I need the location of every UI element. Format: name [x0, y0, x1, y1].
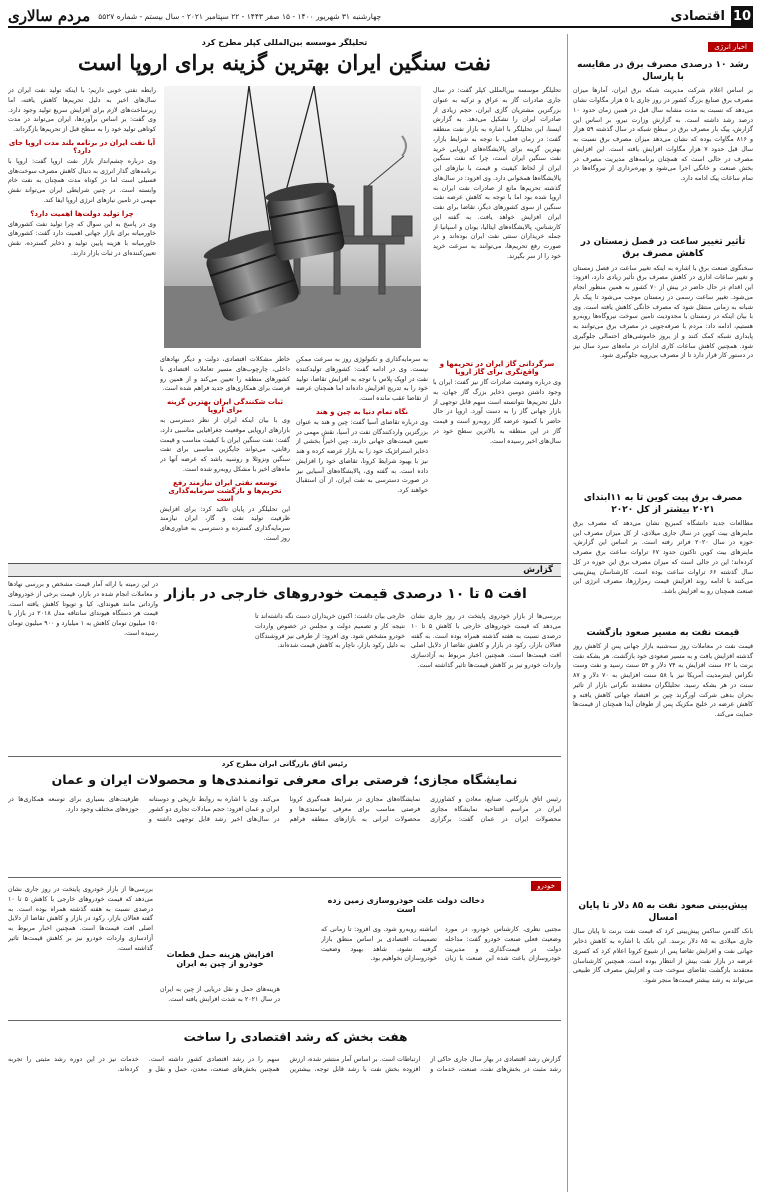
- story-subheading: آیا نفت ایران در برنامه بلند مدت اروپا جای دارد؟: [8, 138, 156, 155]
- car-news-body: مجتبی نظری، کارشناس خودرو، در مورد وضعیت فعلی صنعت خودرو گفت: مداخله دولت در قیمت‌گذاری و مدیریت خودروسازان باعث شده این صنعت با زیان انباشته روبه‌رو شود. وی افزود: تا زمانی که تصمیمات اقتصادی بر اساس منطق بازار گرفته نشود، شاهد بهبود وضعیت خودروسازان نخواهیم بود.: [321, 926, 561, 963]
- story-body: مطالعات جدید دانشگاه کمبریج نشان می‌دهد که مصرف برق ماینرهای بیت کوین در سال جاری میلادی، از کل میزان مصرف این حوزه در سال ۲۰۲۰ فراتر رفته است. بر اساس این گزارش، ماینرهای بیت کوین تاکنون حدود ۶۷ تراوات ساعت برق مصرف کرده‌اند؛ این در حالی است که میزان مصرف برق این حوزه در کل سال گذشته ۶۶ تراوات ساعت بوده است. کارشناسان پیش‌بینی می‌کنند با ادامه روند افزایش قیمت رمزارزها، مصرف انرژی این صنعت همچنان رو به افزایش باشد.: [573, 519, 753, 596]
- story-body: وی درباره چشم‌انداز بازار نفت اروپا گفت: اروپا با برنامه‌های گذار انرژی به دنبال کاهش مصرف سوخت‌های فسیلی است اما در کوتاه مدت همچنان به نفت خام وابسته است. در چنین شرایطی ایران می‌تواند نقش مهمی در تامین نیازهای انرژی اروپا ایفا کند.: [8, 157, 156, 204]
- main-kicker: تحلیلگر موسسه بین‌المللی کپلر مطرح کرد: [201, 38, 368, 47]
- report-body-1: بررسی‌ها از بازار خودروی پایتخت در روز جاری نشان می‌دهد که قیمت خودروهای خارجی با کاهش ۵ تا ۱۰ درصدی نسبت به هفته گذشته همراه بوده است. به گفته فعالان بازار، رکود در بازار و کاهش تقاضا از دلایل اصلی افت قیمت‌ها است. همچنین اخبار مربوط به آزادسازی واردات خودرو نیز بر کاهش قیمت‌ها تاثیر گذاشته است.: [411, 613, 561, 669]
- story-body: وی در پاسخ به این سوال که چرا تولید نفت کشورهای خاورمیانه برای بازار جهانی اهمیت دارد گفت: کشورهای خاورمیانه با هزینه پایین تولید و ذخایر گسترده، نقش تعیین‌کننده‌ای در ثبات بازار دارند.: [8, 220, 156, 257]
- newspaper-logo: مردم سالاری: [8, 7, 91, 25]
- story-body: این تحلیلگر در پایان تاکید کرد: برای افزایش ظرفیت تولید نفت و گاز، ایران نیازمند سرمایه‌گذاری گسترده و دسترسی به فناوری‌های روز است.: [160, 505, 290, 542]
- exhibition-kicker: رئیس اتاق بازرگانی ایران مطرح کرد: [221, 760, 348, 768]
- exhibition-body: رئیس اتاق بازرگانی، صنایع، معادن و کشاورزی ایران در مراسم افتتاحیه نمایشگاه مجازی محصولات ایران در عمان گفت: برگزاری نمایشگاه‌های مجازی در شرایط همه‌گیری کرونا فرصتی مناسب برای معرفی توانمندی‌ها و محصولات ایرانی به بازارهای منطقه فراهم می‌کند. وی با اشاره به روابط تاریخی و دوستانه ایران و عمان افزود: حجم مبادلات تجاری دو کشور در سال‌های اخیر رشد قابل توجهی داشته و ظرفیت‌های بسیاری برای توسعه همکاری‌ها در حوزه‌های مختلف وجود دارد.: [8, 796, 561, 823]
- page-number: 10: [731, 6, 753, 26]
- story-subheading: ثبات شکنندگی ایران بهترین گزینه برای اروپا: [166, 398, 284, 414]
- story-title: تأثیر تغییر ساعت در فصل زمستان در کاهش مصرف برق: [580, 237, 746, 260]
- car-news-side-body: بررسی‌ها از بازار خودروی پایتخت در روز جاری نشان می‌دهد که قیمت خودروهای خارجی با کاهش ۵ تا ۱۰ درصدی نسبت به هفته گذشته همراه بوده است. به گفته فعالان بازار، رکود در بازار و کاهش تقاضا از دلایل اصلی افت قیمت‌ها است. همچنین اخبار مربوط به آزادسازی واردات خودرو نیز بر کاهش قیمت‌ها تاثیر گذاشته است.: [8, 886, 153, 952]
- divider: [8, 877, 561, 878]
- report-title: افت ۵ تا ۱۰ درصدی قیمت خودروهای خارجی در بازار: [164, 586, 527, 602]
- story-subheading: نگاه تمام دنیا به چین و هند: [315, 407, 409, 416]
- story-subheading: توسعه نفتی ایران نیازمند رفع تحریم‌ها و بازگشت سرمایه‌گذاری است: [168, 478, 282, 503]
- car-parts-title: افزایش هزینه حمل قطعات خودرو از چین به ایران: [166, 950, 274, 968]
- story-subheading: سرگردانی گاز ایران در تحریمها و واقع‌نگری برای گاز اروپا: [439, 360, 555, 376]
- story-body: وی درباره وضعیت صادرات گاز نیز گفت: ایران با وجود داشتن دومین ذخایر بزرگ گاز جهان، به دلیل تحریم‌ها نتوانسته است سهم قابل توجهی از بازار جهانی گاز را به دست آورد. اروپا در حال حاضر با کمبود عرضه گاز روبه‌رو است و قیمت گاز در این منطقه به بالاترین سطح خود در سال‌های اخیر رسیده است.: [433, 379, 561, 445]
- story-body: بانک گلدمن ساکس پیش‌بینی کرد که قیمت نفت برنت تا پایان سال جاری میلادی به ۸۵ دلار برسد. این بانک با اشاره به کاهش ذخایر جهانی نفت و افزایش تقاضا پس از شیوع کرونا اعلام کرد که کسری عرضه در بازار نفت بیش از انتظار بوده است. همچنین کارشناسان معتقدند بازگشت تقاضای سوخت جت و افزایش مصرف گاز طبیعی می‌تواند به رشد بیشتر قیمت‌ها منجر شود.: [573, 928, 753, 985]
- page-header: [8, 6, 753, 28]
- main-story-column-2: [296, 355, 428, 555]
- section-tag: اخبار انرژی: [708, 42, 753, 52]
- report-body-2: خارجی بیان داشت: اکنون خریداران دست نگه داشته‌اند تا نتیجه کار و تصمیم دولت و مجلس در خصوص واردات خودرو مشخص شود. وی افزود: از طرفی نیز فروشندگان به دلیل رکود بازار، ناچار به کاهش قیمت شده‌اند.: [255, 613, 405, 650]
- story-body: وی درباره تقاضای آسیا گفت: چین و هند به عنوان بزرگترین واردکنندگان نفت در آسیا، نقش مهمی در تعیین قیمت‌های جهانی دارند. چین اخیراً بخشی از ذخایر استراتژیک خود را به بازار عرضه کرده و هند نیز با بهبود شرایط کرونا، تقاضای خود را افزایش داده است. به گفته وی، پالایشگاه‌های آسیایی نیز در صورت دسترسی به نفت ایران، از آن استقبال خواهند کرد.: [296, 418, 428, 494]
- car-parts-body: هزینه‌های حمل و نقل دریایی از چین به ایران در سال ۲۰۲۱ به شدت افزایش یافته است.: [160, 986, 280, 1003]
- story-body: سخنگوی صنعت برق با اشاره به اینکه تغییر ساعت در فصل زمستان و تغییر ساعات اداری در کاهش مصرف برق تأثیر زیادی دارد، افزود: این اقدام در حال حاضر در بیش از ۷۰ کشور به همین منظور انجام می‌شود. تغییر ساعت رسمی در زمستان موجب می‌شود تا پیک بار شبانه به زمانی منتقل شود که مصرف خانگی کاهش یافته است. وی با بیان اینکه در زمستان با محدودیت تامین سوخت نیروگاه‌ها روبه‌رو هستیم، ادامه داد: مردم با صرفه‌جویی در مصرف برق می‌توانند به پایداری شبکه کمک کنند و از بروز خاموشی‌های احتمالی جلوگیری شود. همچنین کاهش ساعات کاری ادارات در ماه‌های سرد سال نیز در دستور کار قرار دارد تا از مصرف بی‌رویه جلوگیری شود.: [573, 264, 753, 360]
- main-story-column-4: [8, 86, 156, 556]
- story-body: خاطر مشکلات اقتصادی، دولت و دیگر نهادهای داخلی، چارچوب‌های مسیر تعاملات اقتصادی با کشورهای منطقه را تعیین می‌کند و از همین رو فرصت برای همکاری‌های جدید فراهم شده است.: [160, 356, 290, 393]
- oil-barrels-photo: [164, 86, 421, 348]
- dateline: چهارشنبه ۳۱ شهریور ۱۴۰۰ - ۱۵ صفر ۱۴۴۳ - ۲۲ سپتامبر ۲۰۲۱ - سال بیستم - شماره ۵۵۲۷: [98, 11, 382, 21]
- car-news-title: دخالت دولت علت خودروسازی زمین زده است: [327, 896, 485, 914]
- growth-title: هفت بخش که رشد اقتصادی را ساخت: [183, 1030, 408, 1044]
- main-headline: نفت سنگین ایران بهترین گزینه برای اروپا است: [77, 50, 492, 75]
- exhibition-title: نمایشگاه مجازی؛ فرصتی برای معرفی توانمندی‌ها و محصولات ایران و عمان: [51, 772, 518, 787]
- story-body: رابطه نفتی خوبی داریم؛ با اینکه تولید نفت ایران در سال‌های اخیر به دلیل تحریم‌ها کاهش یافته، اما زیرساخت‌های لازم برای افزایش سریع تولید وجود دارد. وی گفت: بر اساس برآوردها، ایران می‌تواند در مدت کوتاهی تولید خود را به سطح قبل از تحریم‌ها بازگرداند.: [8, 87, 156, 133]
- car-news-tag: خودرو: [531, 881, 561, 891]
- growth-body: گزارش رشد اقتصادی در بهار سال جاری حاکی از رشد مثبت در بخش‌های نفت، صنعت، خدمات و ارتباطات است. بر اساس آمار منتشر شده، ارزش افزوده بخش نفت با رشد قابل توجه، بیشترین سهم را در رشد اقتصادی کشور داشته است. همچنین بخش‌های صنعت، معدن، حمل و نقل و خدمات نیز در این دوره رشد مثبتی را تجربه کرده‌اند.: [8, 1056, 561, 1073]
- story-body: تحلیلگر موسسه بین‌المللی کپلر گفت: در سال جاری صادرات گاز به عراق و ترکیه به عنوان بزرگترین مشتریان گازی ایران، حجم زیادی از صادرات ایران را تشکیل می‌دهد. به گزارش ایسنا، این تحلیلگر با اشاره به بازار نفت منطقه گفت: در زمان فعلی، با توجه به شرایط بازار، بهترین گزینه برای پالایشگاه‌های اروپایی خرید نفت سنگین ایران است، چرا که نفت سنگین ایران از لحاظ کیفیت و قیمت با نیازهای این پالایشگاه‌ها همخوانی دارد. وی افزود: در سال‌های گذشته تحریم‌ها مانع از صادرات نفت ایران به اروپا شده بود اما با توجه به کاهش عرضه نفت سنگین از سوی کشورهای دیگر، تقاضا برای نفت ایران افزایش خواهد یافت. به گفته این کارشناس، پالایشگاه‌های ایتالیا، یونان و اسپانیا از جمله خریداران سنتی نفت ایران بوده‌اند و در صورت رفع تحریم‌ها، می‌توانند به سرعت خرید خود را از سر بگیرند.: [433, 87, 561, 260]
- main-story-column-1: [433, 86, 561, 556]
- page-number-box: [670, 6, 753, 26]
- divider: [8, 756, 561, 757]
- report-label: گزارش: [523, 565, 553, 575]
- divider: [8, 1020, 561, 1021]
- section-name: اقتصادی: [670, 8, 725, 24]
- report-body-3: در این زمینه با ارائه آمار قیمت مشخص و بررسی نهادها و معاملات انجام شده در بازار، قیمت برخی از خودروهای وارداتی مانند هیوندای، کیا و تویوتا کاهش یافته است. قیمت هر دستگاه هیوندای سانتافه مدل ۲۰۱۸ در بازار با ۱۵۰ میلیون تومان کاهش به ۱ میلیارد و ۹۰۰ میلیون تومان رسیده است.: [8, 581, 158, 637]
- story-body: بر اساس اعلام شرکت مدیریت شبکه برق ایران، آمارها میزان مصرف برق صنایع بزرگ کشور در روز جاری با ۵ هزار مگاوات نشان می‌دهد که نسبت به مدت مشابه سال قبل در همین زمان حدود ۱۰ درصد رشد داشته است. به گزارش وزارت نیرو، بر اساس این گزارش، پیک بار مصرف برق در سطح شبکه در سال گذشته ۵۹ هزار و ۸۱۶ مگاوات بوده که نشان می‌دهد میزان مصرف برق نسبت به سال قبل حدود ۷ هزار مگاوات افزایش یافته است. این افزایش مصرف در حالی است که همچنان برنامه‌های مدیریت مصرف در بخش صنعت و خانگی اجرا می‌شود و بهره‌برداری از نیروگاه‌ها در تمام ساعات پیک ادامه دارد.: [573, 87, 753, 183]
- energy-news-column: [567, 34, 753, 1192]
- story-title: قیمت نفت به مسیر صعود بازگشت: [586, 627, 740, 638]
- story-body: قیمت نفت در معاملات روز سه‌شنبه بازار جهانی پس از کاهش روز گذشته افزایش یافت و به مسیر صعودی خود بازگشت. هر بشکه نفت برنت با ۶۲ سنت افزایش به ۷۴ دلار و ۵۴ سنت رسید و نفت وست تگزاس اینترمدیت آمریکا نیز با ۵۸ سنت افزایش به ۷۰ دلار و ۸۷ سنت در هر بشکه رسید. تحلیلگران معتقدند نگرانی بازار از تاثیر بحران بدهی شرکت اورگرند چین بر اقتصاد جهانی کاهش یافته و کاهش عرضه در خلیج مکزیک پس از طوفان آیدا همچنان از قیمت‌ها حمایت می‌کند.: [573, 642, 753, 719]
- report-section-bar: [8, 563, 561, 577]
- story-body: به سرمایه‌گذاری و تکنولوژی روز به سرعت ممکن نیست. وی در ادامه گفت: کشورهای تولیدکننده نفت در اوپک پلاس با توجه به افزایش تقاضا، تولید خود را به تدریج افزایش داده‌اند اما همچنان عرضه از تقاضا عقب مانده است.: [296, 356, 428, 402]
- story-body: وی با بیان اینکه ایران از نظر دسترسی به بازارهای اروپایی موقعیت جغرافیایی مناسبی دارد، گفت: نفت سنگین ایران با کیفیت مناسب و قیمت رقابتی، می‌تواند جایگزین مناسبی برای نفت سنگین ونزوئلا و روسیه باشد که عرضه آنها در ماه‌های اخیر با مشکل روبه‌رو شده است.: [160, 417, 290, 473]
- main-story-column-3: [160, 355, 290, 555]
- story-title: پیش‌بینی صعود نفت به ۸۵ دلار تا پایان امسال: [578, 900, 748, 924]
- story-title: مصرف برق پیت کوین تا به ۱۱ابتدای ۲۰۲۱ بیشتر از کل ۲۰۲۰: [583, 492, 743, 515]
- story-title: رشد ۱۰ درصدی مصرف برق در مقایسه با پارسال: [577, 60, 749, 83]
- story-subheading: چرا تولید دولت‌ها اهمیت دارد؟: [30, 209, 134, 218]
